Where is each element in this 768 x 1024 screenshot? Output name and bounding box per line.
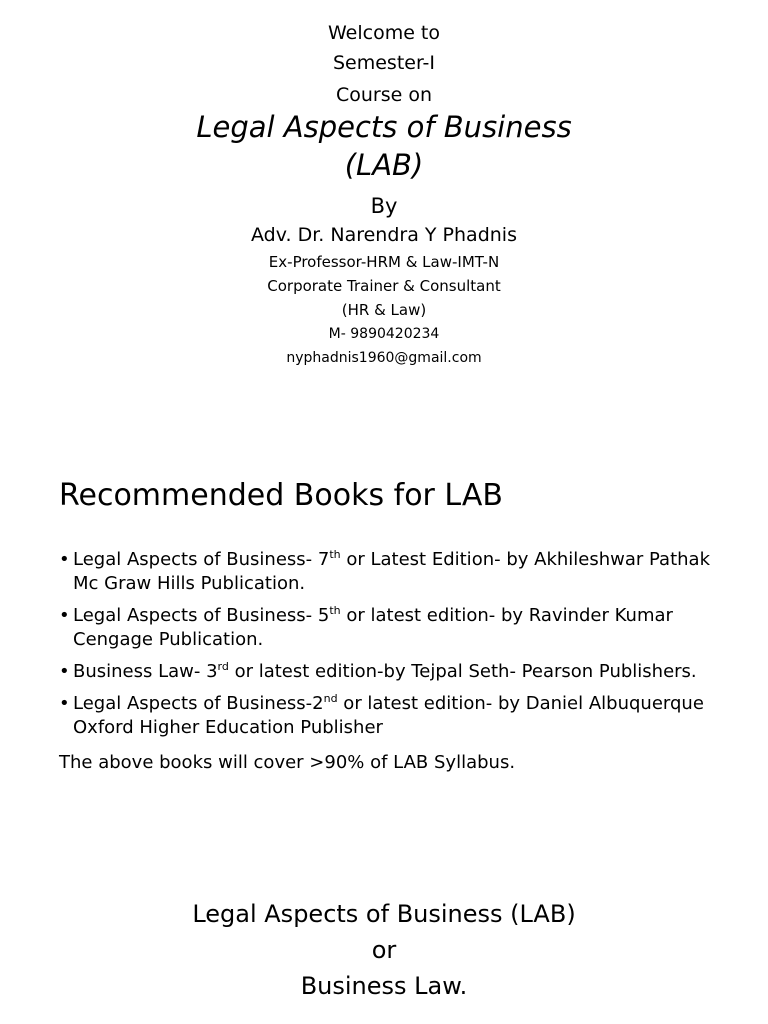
syllabus-coverage-note: The above books will cover >90% of LAB Syllabus.: [59, 752, 516, 773]
book-details: or latest edition-by Tejpal Seth- Pearson Publishers.: [228, 661, 697, 682]
edition-suffix: th: [329, 548, 341, 561]
course-on-text: Course on: [335, 84, 433, 106]
course-title: Legal Aspects of Business: [196, 110, 572, 144]
welcome-text: Welcome to: [327, 22, 441, 44]
semester-text: Semester-I: [332, 52, 436, 74]
closing-title: Legal Aspects of Business (LAB): [192, 900, 576, 928]
edition-suffix: nd: [323, 692, 338, 705]
bullet-icon: •: [59, 693, 70, 714]
bullet-icon: •: [59, 605, 70, 626]
author-name: Adv. Dr. Narendra Y Phadnis: [251, 224, 517, 246]
books-slide: [0, 470, 768, 810]
book-details: or latest edition- by Daniel Albuquerque Oxford Higher Education Publisher: [73, 693, 704, 738]
closing-alt-title: Business Law.: [300, 972, 468, 1000]
book-item: [59, 604, 739, 652]
author-role-professor: Ex-Professor-HRM & Law-IMT-N: [268, 253, 500, 271]
edition-suffix: rd: [217, 660, 229, 673]
edition-suffix: th: [329, 604, 341, 617]
book-title: Business Law- 3: [73, 661, 218, 682]
author-email[interactable]: nyphadnis1960@gmail.com: [286, 350, 482, 366]
course-abbreviation: (LAB): [344, 148, 424, 182]
author-role-specialty: (HR & Law): [341, 301, 427, 319]
book-item: [59, 692, 739, 740]
bullet-icon: •: [59, 661, 70, 682]
book-item: [59, 660, 739, 684]
closing-slide: [0, 890, 768, 1024]
bullet-icon: •: [59, 549, 70, 570]
closing-or: or: [371, 936, 397, 964]
book-details: or Latest Edition- by Akhileshwar Pathak Mc Graw Hills Publication.: [73, 549, 711, 594]
books-list: [59, 548, 739, 748]
books-heading: Recommended Books for LAB: [59, 478, 503, 513]
author-phone: M- 9890420234: [328, 326, 440, 342]
by-text: By: [370, 194, 398, 218]
book-title: Legal Aspects of Business- 7: [73, 549, 330, 570]
intro-slide: [0, 0, 768, 400]
book-title: Legal Aspects of Business- 5: [73, 605, 330, 626]
book-item: [59, 548, 739, 596]
book-title: Legal Aspects of Business-2: [73, 693, 324, 714]
book-details: or latest edition- by Ravinder Kumar Cengage Publication.: [73, 605, 673, 650]
author-role-trainer: Corporate Trainer & Consultant: [267, 277, 501, 295]
